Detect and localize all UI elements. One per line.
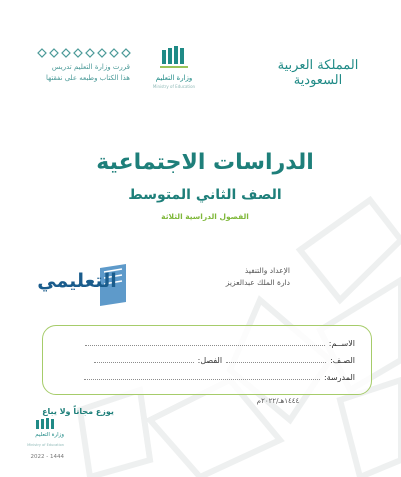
grade-class-row <box>94 354 355 365</box>
name-row <box>85 337 355 348</box>
edition-year: ١٤٤٤هـ/٢٠٢٢م <box>256 397 300 405</box>
school-label: المدرسة: <box>323 373 355 382</box>
approval-line-2: هذا الكتاب وطبعه على نفقتها <box>45 74 130 82</box>
grade-label: الصـف: <box>330 356 355 365</box>
student-info-box <box>42 325 372 395</box>
prepared-by <box>150 265 290 289</box>
name-field[interactable] <box>85 337 325 346</box>
grade-field[interactable] <box>226 354 326 363</box>
subject-title: الدراسات الاجتماعية <box>96 150 314 175</box>
name-label: الاســم: <box>328 339 355 348</box>
kingdom-name: المملكة العربية السعودية <box>277 58 359 88</box>
decorative-diamond-dots <box>37 48 131 58</box>
ministry-name-ar: وزارة التعليم <box>155 74 193 82</box>
ministry-logo-small-icon <box>33 418 57 432</box>
footer-ministry-en: Ministry of Education <box>27 443 64 447</box>
school-field[interactable] <box>84 371 320 380</box>
school-row <box>84 371 355 382</box>
footer-ministry-ar: وزارة التعليم <box>35 432 64 438</box>
watermark-text: التعليمي <box>37 270 117 292</box>
footer-year: 2022 - 1444 <box>30 454 64 460</box>
ministry-name-en: Ministry of Education <box>152 84 196 89</box>
approval-note <box>12 62 130 84</box>
grade-title: الصف الثاني المتوسط <box>128 187 282 203</box>
class-field[interactable] <box>94 354 194 363</box>
prepared-by-line-1: الإعداد والتنفيذ <box>244 266 290 275</box>
class-label: الفصل: <box>197 356 223 365</box>
prepared-by-line-2: دارة الملك عبدالعزيز <box>225 278 290 287</box>
ministry-logo-icon <box>158 46 192 74</box>
approval-line-1: قررت وزارة التعليم تدريس <box>51 63 130 71</box>
semesters-subtitle: الفصول الدراسية الثلاثة <box>161 212 249 221</box>
free-distribution-note: يوزع مجاناً ولا يباع <box>42 407 114 416</box>
